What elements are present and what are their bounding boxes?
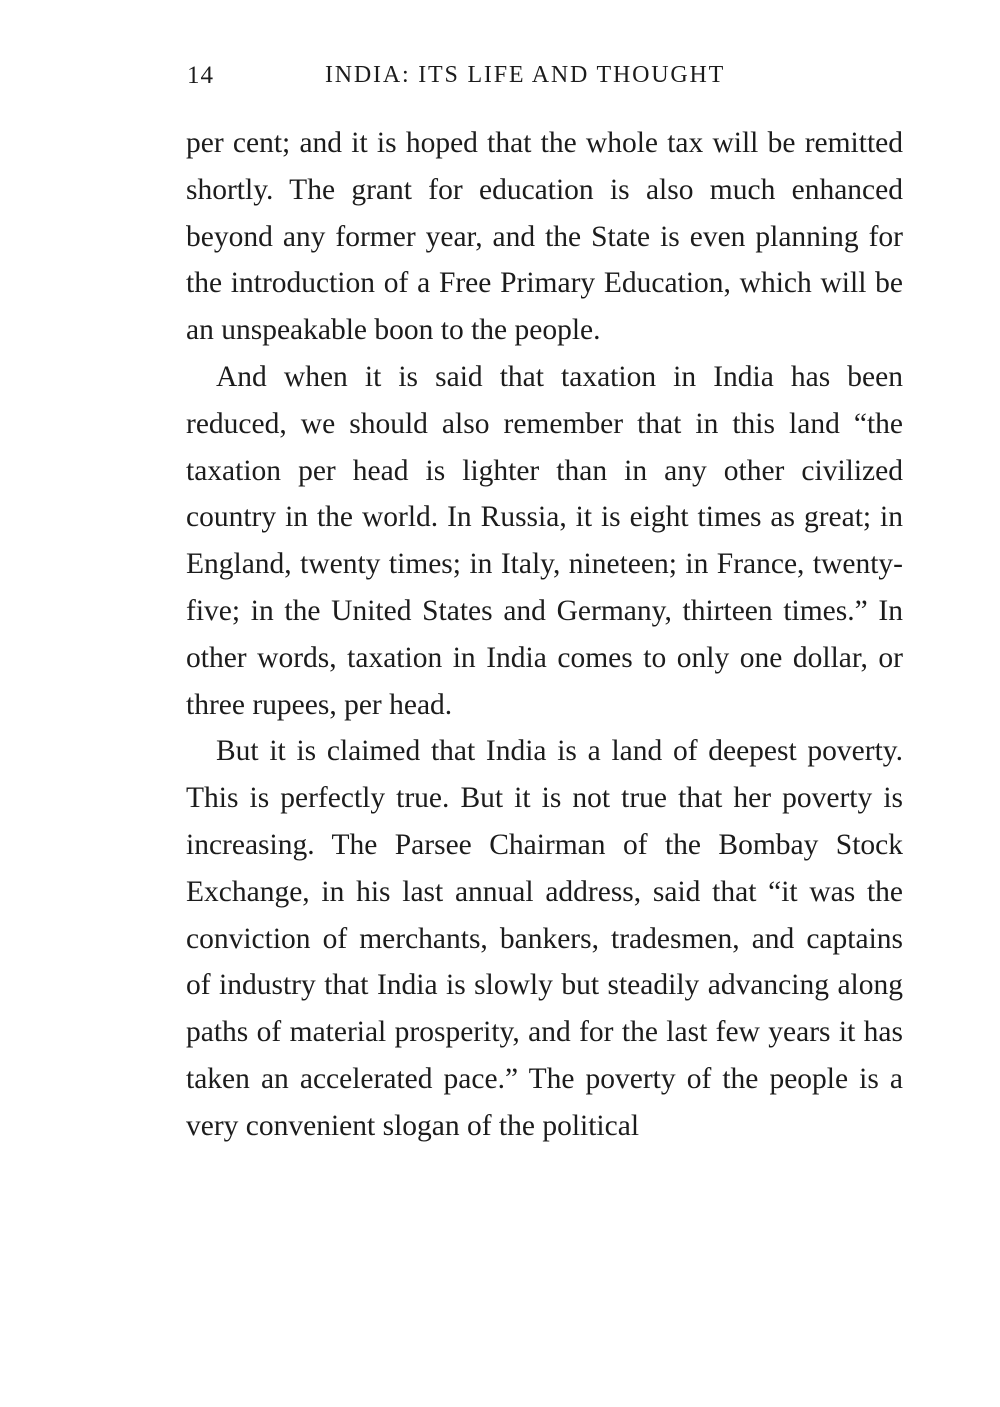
paragraph: And when it is said that taxation in India has been reduced, we should also remember that in this land “the taxation per head is lighter than in any other civilized country in the world. In Russia, it is eight times as great; in England, twenty times; in Italy, nineteen; in France, twenty-five; in the United States and Germany, thirteen times.” In other words, taxation in India comes to only one dollar, or three rupees, per head. [186, 360, 903, 721]
page-number: 14 [187, 62, 214, 89]
running-title: INDIA: ITS LIFE AND THOUGHT [325, 62, 726, 88]
running-head [187, 62, 904, 96]
paragraph: per cent; and it is hoped that the whole tax will be remitted shortly. The grant for education is also much enhanced beyond any former year, and the State is even planning for the introduction of a Free Primary Education, which will be an unspeakable boon to the people. [186, 127, 903, 347]
body-text [186, 120, 903, 1150]
paragraph: But it is claimed that India is a land of deepest poverty. This is perfectly true. But it is not true that her poverty is increasing. The Parsee Chairman of the Bombay Stock Exchange, in his last annual address, said that “it was the conviction of merchants, bankers, tradesmen, and captains of industry that India is slowly but steadily advancing along paths of material prosperity, and for the last few years it has taken an accelerated pace.” The poverty of the people is a very convenient slogan of the political [186, 735, 903, 1142]
